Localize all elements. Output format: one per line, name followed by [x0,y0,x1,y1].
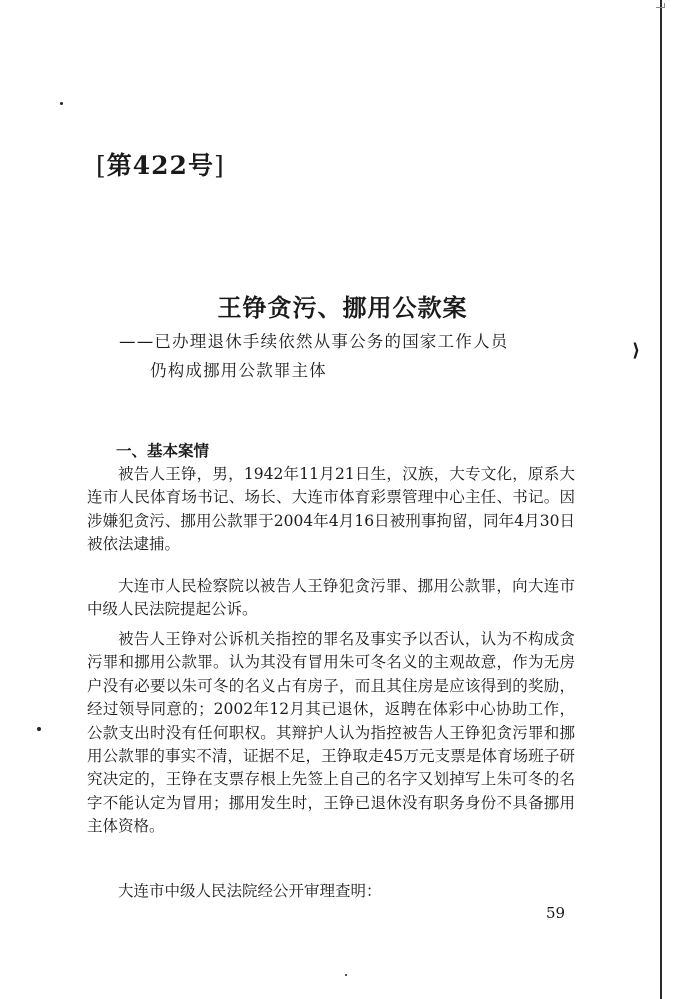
case-number [96,146,225,182]
bracket-open: [ [96,151,107,180]
side-bracket-mark: ⟩ [632,340,641,361]
scan-speck [37,727,41,731]
case-title: 王铮贪污、挪用公款案 [217,293,468,322]
paragraph-prosecution: 大连市人民检察院以被告人王铮犯贪污罪、挪用公款罪，向大连市中级人民法院提起公诉。 [87,577,575,619]
subtitle-line-1: ——已办理退休手续依然从事公务的国家工作人员 [119,332,509,351]
corner-mark [656,3,665,8]
paragraph-defendant-info: 被告人王铮，男，1942年11月21日生，汉族，大专文化，原系大连市人民体育场书记、场长、大连市体育彩票管理中心主任、书记。因涉嫌犯贪污、挪用公款罪于2004年4月16日被刑事拘留，同年4月30日被依法逮捕。 [87,465,575,554]
scan-speck [60,102,63,105]
case-number-label: 第422号 [106,151,214,180]
section-heading: 一、基本案情 [116,442,210,460]
bracket-close: ] [213,151,225,180]
subtitle-line-2: 仍构成挪用公款罪主体 [150,361,327,380]
paragraph-defense: 被告人王铮对公诉机关指控的罪名及事实予以否认，认为不构成贪污罪和挪用公款罪。认为其没有冒用朱可冬名义的主观故意，作为无房户没有必要以朱可冬的名义占有房子，而且其住房是应该得到的奖励，经过领导同意的；2002年12月其已退休，返聘在体彩中心协助工作，公款支出时没有任何职权。其辩护人认为指控被告人王铮犯贪污罪和挪用公款罪的事实不清，证据不足，王铮取走45万元支票是体育场班子研究决定的，王铮在支票存根上先签上自己的名字又划掉写上朱可冬的名字不能认定为冒用；挪用发生时，王铮已退休没有职务身份不具备挪用主体资格。 [87,630,575,836]
paragraph-court-finding: 大连市中级人民法院经公开审理查明： [118,882,382,900]
scan-speck [345,974,347,976]
page-edge-line [660,0,662,999]
page-number: 59 [546,904,566,922]
